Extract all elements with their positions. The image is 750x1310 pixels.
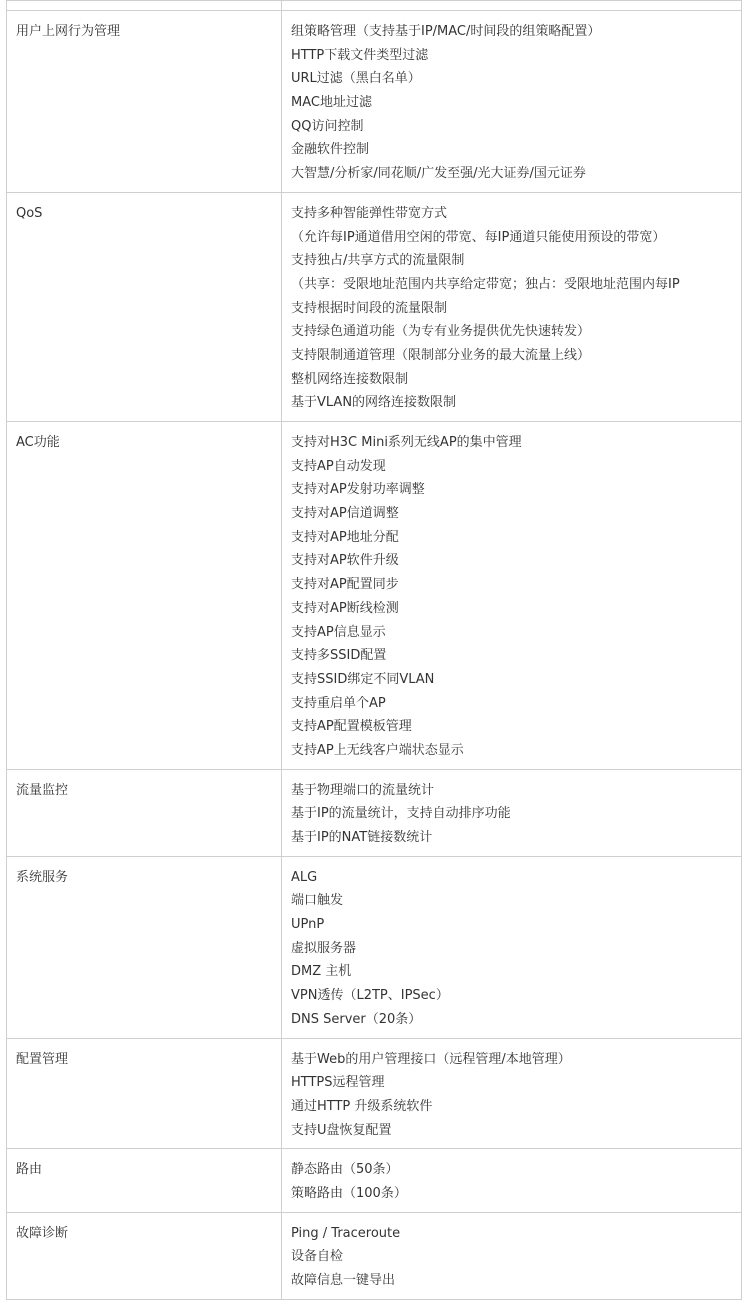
feature-item: 支持AP上无线客户端状态显示 — [291, 742, 464, 758]
feature-item: UPnP — [291, 917, 325, 933]
feature-item: VPN透传（L2TP、IPSec） — [291, 988, 449, 1004]
feature-item: 支持AP自动发现 — [291, 458, 386, 474]
feature-item: 基于IP的NAT链接数统计 — [291, 830, 433, 845]
feature-item: 支持U盘恢复配置 — [291, 1122, 392, 1138]
category-cell: 故障诊断 — [7, 1212, 282, 1299]
feature-item: Ping / Traceroute — [291, 1225, 401, 1241]
feature-item: 支持限制通道管理（限制部分业务的最大流量上线） — [291, 347, 591, 363]
feature-item: DMZ 主机 — [291, 964, 352, 980]
feature-item: 支持AP配置模板管理 — [291, 719, 412, 735]
table-row — [7, 422, 742, 770]
features-cell — [282, 856, 742, 1038]
feature-item: 支持对AP配置同步 — [291, 577, 399, 593]
category-cell: QoS — [7, 192, 282, 421]
table-row — [7, 192, 742, 421]
feature-item: 支持对AP信道调整 — [291, 506, 399, 522]
category-cell: 路由 — [7, 1149, 282, 1212]
feature-item: 支持重启单个AP — [291, 695, 386, 711]
feature-item: （允许每IP通道借用空闲的带宽、每IP通道只能使用预设的带宽） — [291, 229, 666, 245]
feature-item: 支持绿色通道功能（为专有业务提供优先快速转发） — [291, 324, 591, 340]
features-cell — [282, 1149, 742, 1212]
feature-item: 支持SSID绑定不同VLAN — [291, 671, 435, 687]
features-cell — [282, 1038, 742, 1149]
feature-item: 端口触发 — [291, 893, 344, 909]
feature-item: 故障信息一键导出 — [291, 1273, 396, 1288]
spec-table — [6, 0, 742, 1300]
features-cell — [282, 1212, 742, 1299]
table-row — [7, 11, 742, 193]
feature-item: 虚拟服务器 — [291, 940, 357, 956]
feature-item: 支持对AP发射功率调整 — [291, 482, 425, 498]
feature-item: 支持对AP断线检测 — [291, 600, 399, 616]
feature-item: HTTP下载文件类型过滤 — [291, 47, 429, 63]
feature-item: 支持对AP软件升级 — [291, 553, 399, 569]
feature-item: 静态路由（50条） — [291, 1162, 399, 1178]
table-top-stub — [7, 1, 742, 11]
category-cell: 系统服务 — [7, 856, 282, 1038]
feature-item: 组策略管理（支持基于IP/MAC/时间段的组策略配置） — [291, 24, 601, 39]
feature-item: 设备自检 — [291, 1249, 344, 1265]
table-row — [7, 856, 742, 1038]
feature-item: （共享：受限地址范围内共享给定带宽；独占：受限地址范围内每IP — [291, 276, 680, 292]
feature-item: URL过滤（黑白名单） — [291, 71, 421, 87]
feature-item: 金融软件控制 — [291, 142, 370, 158]
features-cell — [282, 192, 742, 421]
feature-item: 支持多种智能弹性带宽方式 — [291, 205, 448, 221]
category-cell: 流量监控 — [7, 769, 282, 856]
features-cell — [282, 11, 742, 193]
feature-item: 基于Web的用户管理接口（远程管理/本地管理） — [291, 1051, 571, 1067]
feature-item: 支持AP信息显示 — [291, 624, 386, 640]
feature-item: 支持根据时间段的流量限制 — [291, 300, 448, 316]
feature-item: HTTPS远程管理 — [291, 1075, 385, 1091]
category-cell: AC功能 — [7, 422, 282, 770]
stub-cell — [282, 1, 742, 11]
feature-item: MAC地址过滤 — [291, 95, 372, 111]
feature-item: QQ访问控制 — [291, 118, 364, 134]
features-cell — [282, 769, 742, 856]
feature-item: 基于IP的流量统计，支持自动排序功能 — [291, 806, 511, 822]
feature-item: 支持对H3C Mini系列无线AP的集中管理 — [291, 435, 522, 450]
feature-item: 大智慧/分析家/同花顺/广发至强/光大证券/国元证券 — [291, 166, 586, 182]
feature-item: 支持多SSID配置 — [291, 648, 387, 664]
feature-item: ALG — [291, 869, 318, 885]
table-row — [7, 1149, 742, 1212]
feature-item: 整机网络连接数限制 — [291, 371, 409, 387]
table-row — [7, 1212, 742, 1299]
feature-item: 支持对AP地址分配 — [291, 529, 399, 545]
features-cell — [282, 422, 742, 770]
table-row — [7, 1038, 742, 1149]
feature-item: 基于物理端口的流量统计 — [291, 782, 435, 798]
feature-item: 策略路由（100条） — [291, 1185, 407, 1201]
feature-item: 支持独占/共享方式的流量限制 — [291, 253, 465, 269]
category-cell: 用户上网行为管理 — [7, 11, 282, 193]
feature-item: 通过HTTP 升级系统软件 — [291, 1098, 433, 1114]
feature-item: 基于VLAN的网络连接数限制 — [291, 395, 457, 411]
table-row — [7, 769, 742, 856]
category-cell: 配置管理 — [7, 1038, 282, 1149]
feature-item: DNS Server（20条） — [291, 1011, 422, 1027]
stub-cell — [7, 1, 282, 11]
